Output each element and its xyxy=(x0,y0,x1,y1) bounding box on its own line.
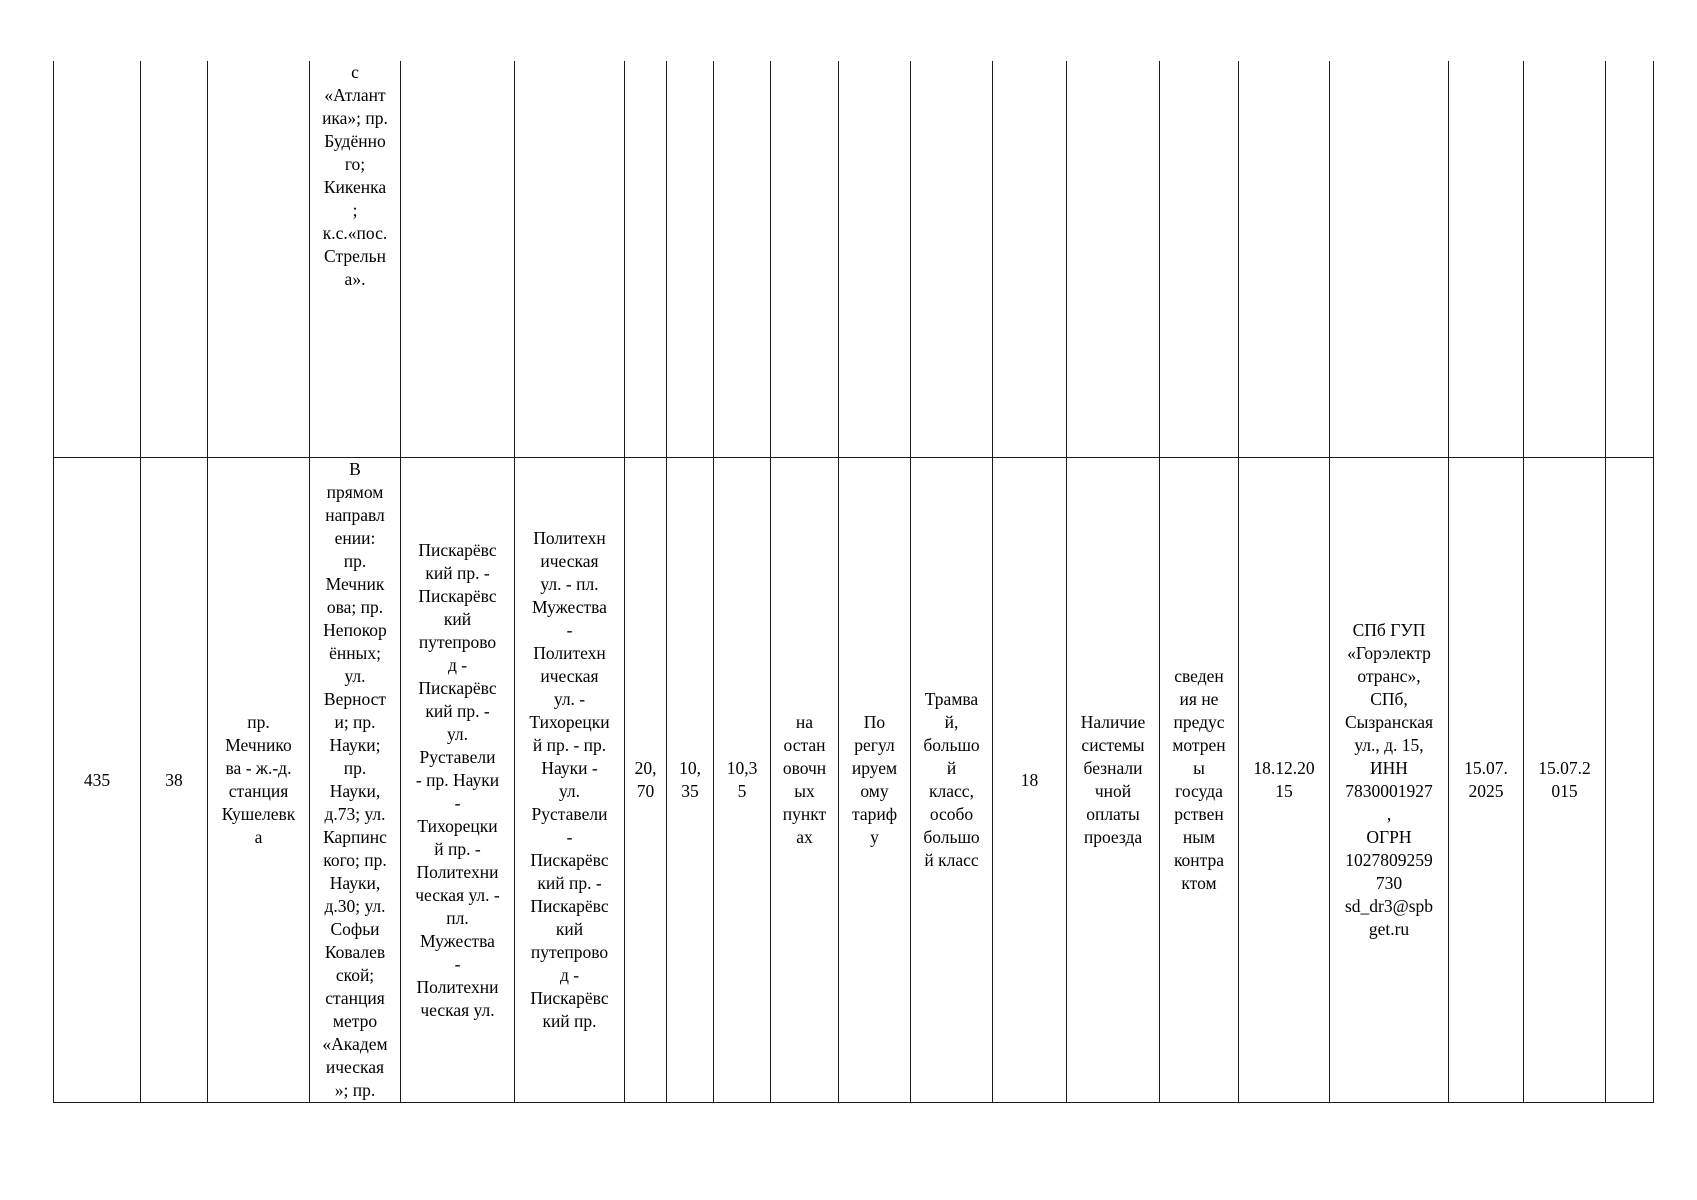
length-backward-text: 10,3 5 xyxy=(726,758,758,801)
length-total-text: 20, 70 xyxy=(634,758,657,801)
cell-empty xyxy=(667,61,714,458)
cell-empty xyxy=(1067,61,1160,458)
cell-stops-path xyxy=(310,458,401,1103)
cell-empty xyxy=(515,61,625,458)
streets-forward-text: Пискарёвс кий пр. - Пискарёвс кий путепрово д - Пискарёвс кий пр. - ул. Руставели - пр. Науки - Тихорецки й пр. - Политехни ческая ул. - пл. Мужества - Политехни ческая ул. xyxy=(415,539,500,1020)
vehicle-count-text: 18 xyxy=(1020,769,1039,790)
reg-number-text: 435 xyxy=(83,769,111,790)
cell-tariff-type xyxy=(839,458,911,1103)
route-number-text: 38 xyxy=(165,769,183,790)
cell-empty xyxy=(208,61,310,458)
cell-date-1 xyxy=(1449,458,1524,1103)
length-forward-text: 10, 35 xyxy=(679,758,701,801)
cell-empty xyxy=(1239,61,1330,458)
cell-empty xyxy=(1330,61,1449,458)
table-row xyxy=(54,458,1654,1103)
cell-empty xyxy=(839,61,911,458)
table-row-continued xyxy=(54,61,1654,458)
boarding-order-text: на остан овочн ых пункт ах xyxy=(782,712,827,847)
cell-empty xyxy=(1524,61,1606,458)
cell-stops-path-continued xyxy=(310,61,401,458)
cell-empty xyxy=(625,61,667,458)
cell-notes xyxy=(1606,458,1654,1103)
carrier-text: СПб ГУП «Горэлектр отранс», СПб, Сызранская ул., д. 15, ИНН 7830001927 , ОГРН 1027809259 730 sd_dr3@spb get.ru xyxy=(1344,620,1434,939)
cell-empty xyxy=(714,61,771,458)
cell-empty xyxy=(401,61,515,458)
stops-path-text: В прямом направл ении: пр. Мечник ова; пр. Непокор ённых; ул. Верност и; пр. Науки; пр. Науки, д.73; ул. Карпинс кого; пр. Науки, д.30; ул. Софьи Ковалев ской; станция метро «Академ ическая »; пр. xyxy=(322,459,388,1100)
cell-boarding-order xyxy=(771,458,839,1103)
cell-length-forward xyxy=(667,458,714,1103)
cell-empty xyxy=(1449,61,1524,458)
cell-empty xyxy=(1606,61,1654,458)
vehicle-type-text: Трамва й, большо й класс, особо большо й класс xyxy=(923,689,980,870)
cell-vehicle-features xyxy=(1067,458,1160,1103)
cell-streets-backward xyxy=(515,458,625,1103)
date-1-text: 15.07. 2025 xyxy=(1464,758,1508,801)
cell-vehicle-count xyxy=(993,458,1067,1103)
cell-vehicle-type xyxy=(911,458,993,1103)
vehicle-features-text: Наличие системы безнали чной оплаты проезда xyxy=(1080,712,1146,847)
cell-streets-forward xyxy=(401,458,515,1103)
cell-empty xyxy=(1160,61,1239,458)
cell-date-2 xyxy=(1524,458,1606,1103)
cell-length-total xyxy=(625,458,667,1103)
route-registry-table xyxy=(53,61,1654,1103)
cell-carrier xyxy=(1330,458,1449,1103)
cell-eco-class xyxy=(1160,458,1239,1103)
stops-path-continued-text: с «Атлант ика»; пр. Будённо го; Кикенка ; к.с.«пос. Стрельн а». xyxy=(322,62,388,289)
route-name-text: пр. Мечнико ва - ж.-д. станция Кушелевк а xyxy=(221,712,296,847)
start-date-text: 18.12.20 15 xyxy=(1253,758,1315,801)
cell-route-number xyxy=(141,458,208,1103)
cell-reg-number xyxy=(54,458,141,1103)
cell-empty xyxy=(911,61,993,458)
cell-route-name xyxy=(208,458,310,1103)
cell-empty xyxy=(54,61,141,458)
cell-empty xyxy=(141,61,208,458)
cell-length-backward xyxy=(714,458,771,1103)
date-2-text: 15.07.2 015 xyxy=(1538,758,1591,801)
cell-start-date xyxy=(1239,458,1330,1103)
cell-empty xyxy=(771,61,839,458)
streets-backward-text: Политехн ическая ул. - пл. Мужества - Политехн ическая ул. - Тихорецки й пр. - пр. Науки - ул. Руставели - Пискарёвс кий пр. - Пискарёвс кий путепрово д - Пискарёвс кий пр. xyxy=(529,528,610,1031)
tariff-type-text: По регул ируем ому тариф у xyxy=(851,712,898,847)
eco-class-text: сведен ия не предус мотрен ы госуда рствен ным контра ктом xyxy=(1172,666,1226,893)
cell-empty xyxy=(993,61,1067,458)
